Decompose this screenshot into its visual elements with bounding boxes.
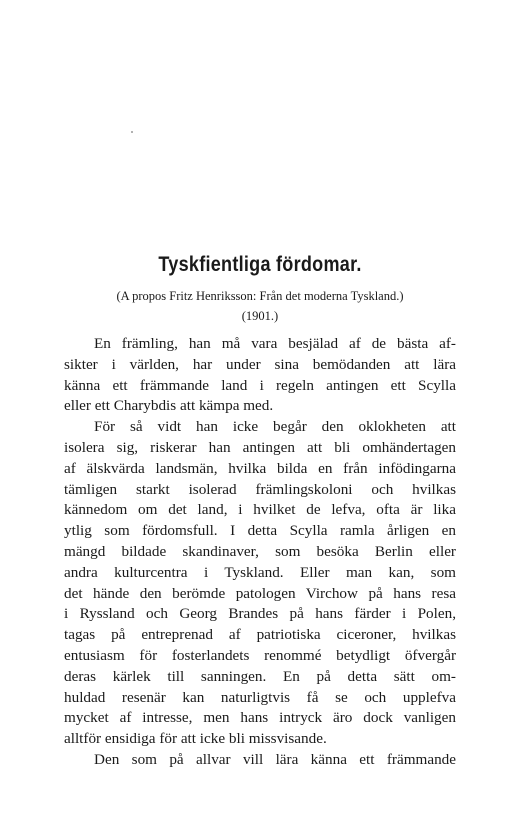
text-line: eller ett Charybdis att kämpa med.: [64, 397, 274, 415]
text-line: ytlig som fördomsfull. I detta Scylla ramla årligen en: [64, 522, 456, 540]
chapter-title: Tyskfientliga fördomar.: [158, 253, 362, 276]
text-line: En främling, han må vara besjälad af de bästa af-: [94, 335, 456, 352]
chapter-subtitle: (A propos Fritz Henriksson: Från det moderna Tyskland.): [116, 289, 404, 303]
text-line: mängd bildade skandinaver, som besöka Berlin eller: [64, 542, 456, 560]
text-line: entusiasm för fosterlandets renommé betydligt öfvergår: [64, 646, 456, 664]
text-line: mycket af intresse, men hans intryck äro dock vanligen: [64, 709, 456, 727]
text-line: tämligen starkt isolerad främlingskoloni och hvilkas: [64, 480, 456, 498]
text-line: alltför ensidiga för att icke bli missvisande.: [64, 730, 327, 748]
body-text: [64, 334, 456, 771]
text-line: För så vidt han icke begår den oklokheten att: [94, 418, 456, 436]
text-line: deras kärlek till sanningen. En på detta sätt om-: [64, 667, 456, 685]
text-line: tagas på entreprenad af patriotiska ciceroner, hvilkas: [64, 626, 456, 644]
text-line: känna ett främmande land i regeln antingen ett Scylla: [64, 376, 456, 394]
text-line: kännedom om det land, i hvilket de lefva, ofta är lika: [64, 501, 456, 519]
text-line: sikter i världen, har under sina bemödanden att lära: [64, 355, 456, 373]
text-line: det hände den berömde patologen Virchow på hans resa: [64, 584, 456, 602]
paper-speck: [131, 131, 133, 133]
text-line: af älskvärda landsmän, hvilka bilda en från infödingarna: [64, 459, 456, 477]
text-line: Den som på allvar vill lära känna ett främmande: [94, 750, 456, 768]
text-line: i Ryssland och Georg Brandes på hans färder i Polen,: [64, 605, 456, 623]
text-line: huldad resenär kan naturligtvis få se och upplefva: [64, 688, 456, 706]
chapter-year: (1901.): [241, 309, 279, 323]
text-line: andra kulturcentra i Tyskland. Eller man kan, som: [64, 563, 456, 581]
text-line: isolera sig, riskerar han antingen att bli omhändertagen: [64, 438, 456, 456]
